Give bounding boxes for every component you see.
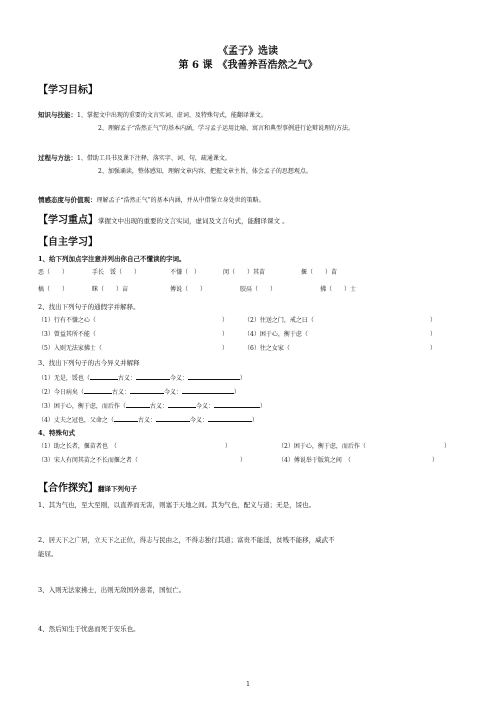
q2-close: ） — [222, 345, 229, 352]
vocab-r1-3: 不慊（ ） — [170, 269, 201, 276]
close-paren: ） — [251, 417, 258, 424]
q3-item-4: （4）丈夫之冠也，父命之（ — [38, 417, 114, 424]
explore-item-2: 2、居天下之广居，立天下之正位，得志与民由之，不得志独行其道；富贵不能淫，贫贱不能移，威武不 — [38, 536, 335, 544]
close-paren: ） — [233, 389, 240, 396]
vocab-r2-5: 拂（ ）士 — [320, 286, 357, 293]
q2-item-2: （2）往送之门，戒之曰（ — [244, 317, 314, 324]
q2-item-6: （6）往之女家（ — [244, 345, 290, 352]
q2-close: ） — [222, 317, 229, 324]
gu-yi-label: 古义： — [117, 375, 136, 382]
process-item-1: 1、借助工具书及课下注释，落实字、词、句，疏通课文。 — [77, 155, 231, 162]
focus-text: 掌握文中出现的重要的文言实词，虚词及文言句式，能翻译课文 。 — [98, 217, 289, 225]
question-3: 3、找出下列句子的古今异义并解释 — [38, 359, 140, 367]
page-number: 1 — [246, 681, 250, 688]
gu-yi-label: 古义： — [111, 389, 130, 396]
vocab-r1-2: 手长 馁（ ） — [92, 269, 141, 276]
jin-yi-label: 今义： — [189, 417, 208, 424]
lesson-title: 第 6 课 《我善养吾浩然之气》 — [178, 60, 318, 71]
q3-item-3: （3）困于心，衡于虑，而后作（ — [38, 403, 126, 410]
q4-close: ） — [444, 443, 451, 450]
answer-blank[interactable] — [188, 374, 240, 380]
q4-close: ） — [432, 457, 439, 464]
q4-close: ） — [225, 443, 232, 450]
close-paren: ） — [259, 403, 266, 410]
explore-heading: 【合作探究】 — [38, 483, 98, 494]
objectives-heading: 【学习目标】 — [38, 85, 98, 96]
q2-item-5: （5）入则无法家拂士（ — [38, 345, 102, 352]
gu-yi-label: 古义： — [137, 417, 156, 424]
jin-yi-label: 今义： — [163, 389, 182, 396]
focus-heading: 【学习重点】 — [38, 215, 98, 226]
q4-item-1: （1）助之长者，揠苗者也 （ — [38, 443, 117, 450]
vocab-r2-2: 眯（ ）亩 — [92, 286, 129, 293]
q3-row-2 — [38, 388, 240, 396]
q2-close: ） — [222, 331, 229, 338]
q2-item-1: （1）行有不慊之心（ — [38, 317, 96, 324]
document-title: 《孟子》选读 — [218, 46, 278, 57]
emotion-row — [38, 189, 265, 205]
question-1: 1、给下列加点字注意并列出你自己不懂读的字词。 — [38, 255, 186, 263]
question-2: 2、找出下列句子的通假字并解释。 — [38, 303, 140, 311]
answer-blank[interactable] — [114, 416, 138, 422]
vocab-r1-1: 恶（ ） — [38, 269, 69, 276]
jin-yi-label: 今义： — [169, 375, 188, 382]
q2-close: ） — [430, 317, 437, 324]
process-label: 过程与方法： — [38, 154, 77, 162]
answer-blank[interactable] — [182, 388, 234, 394]
q3-row-3 — [38, 402, 266, 410]
answer-blank[interactable] — [168, 402, 196, 408]
vocab-r1-4: 闵（ ）其苗 — [223, 269, 266, 276]
q3-row-4 — [38, 416, 258, 424]
q3-row-1 — [38, 374, 246, 382]
answer-blank[interactable] — [136, 374, 170, 380]
q2-close: ） — [430, 345, 437, 352]
explore-item-1: 1、其为气也，至大至刚，以直养而无害，则塞于天地之间。其为气也，配义与道；无是，馁也。 — [38, 501, 316, 509]
knowledge-label: 知识与技能： — [38, 111, 77, 119]
explore-item-3: 3、入则无法家拂士，出则无敌国外患者，国恒亡。 — [38, 586, 186, 594]
gu-yi-label: 古义： — [149, 403, 168, 410]
emotion-label: 情感态度与价值观： — [38, 196, 97, 204]
q4-item-3: （3）宋人有闵其苗之不长而揠之者（ — [38, 457, 138, 464]
q2-item-4: （4）困于心，衡于虑（ — [244, 331, 308, 338]
explore-item-4: 4、然后知生于忧患而死于安乐也。 — [38, 625, 140, 633]
vocab-r2-1: 槁（ ） — [38, 286, 69, 293]
q4-close: ） — [240, 457, 247, 464]
answer-blank[interactable] — [84, 388, 112, 394]
focus-row — [38, 210, 289, 226]
knowledge-item-2: 2、理解孟子“浩然正气”的基本内涵，学习孟子运用比喻、寓言和典型事例进行论辩说理的方法。 — [98, 125, 354, 132]
jin-yi-label: 今义： — [195, 403, 214, 410]
question-4: 4、特殊句式 — [38, 429, 76, 437]
explore-row — [38, 478, 137, 494]
process-row — [38, 147, 231, 163]
vocab-r2-4: 胶鬲（ ） — [240, 286, 277, 293]
answer-blank[interactable] — [126, 402, 150, 408]
q2-close: ） — [430, 331, 437, 338]
vocab-r2-3: 傅说（ ） — [170, 286, 207, 293]
knowledge-row — [38, 104, 267, 120]
answer-blank[interactable] — [156, 416, 190, 422]
answer-blank[interactable] — [90, 374, 118, 380]
answer-blank[interactable] — [214, 402, 260, 408]
process-item-2: 2、加强诵读，整体感知，理解文章内容，把握文章主旨，体会孟子的思想观点。 — [98, 168, 312, 175]
explore-item-2-cont: 能屈。 — [38, 550, 58, 558]
q4-item-2: （2）困于心，衡于虑，而后作（ — [278, 443, 366, 450]
self-study-heading: 【自主学习】 — [38, 237, 98, 248]
q3-item-2: （2）今日病矣（ — [38, 389, 84, 396]
emotion-item-1: 理解孟子“浩然正气”的基本内涵，并从中借鉴立身处世的策略。 — [96, 197, 265, 204]
explore-sub: 翻译下列句子 — [98, 485, 137, 493]
answer-blank[interactable] — [208, 416, 252, 422]
vocab-r1-5: 揠（ ）苗 — [301, 269, 338, 276]
q2-item-3: （3）曾益其所不能（ — [38, 331, 96, 338]
knowledge-item-1: 1、掌握文中出现的重要的文言实词、虚词、及特殊句式，能翻译课文。 — [77, 112, 267, 119]
answer-blank[interactable] — [130, 388, 164, 394]
q4-item-4: （4）傅说举于版筑之间 （ — [278, 457, 351, 464]
q3-item-1: （1）无是，馁也（ — [38, 375, 90, 382]
close-paren: ） — [239, 375, 246, 382]
